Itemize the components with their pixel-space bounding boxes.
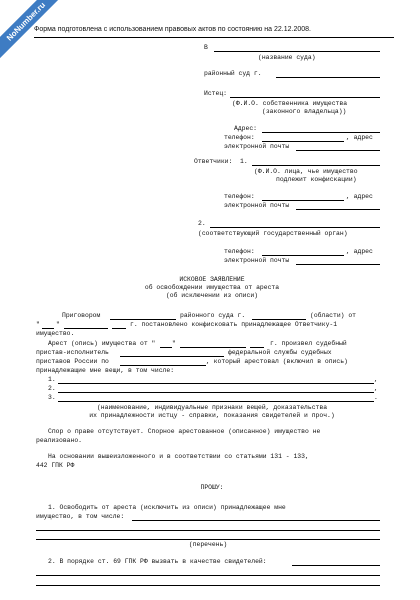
plaintiff-name-line[interactable] [230, 97, 380, 98]
p4-line-1: На основании вышеизложенного и в соответствии со статьями 131 - 133, [48, 453, 309, 460]
list-item-1-comma: , [374, 376, 378, 383]
p2-month-line[interactable] [180, 347, 246, 348]
plaintiff-email-label: электронной почты [224, 143, 290, 150]
p1-day-line[interactable] [42, 328, 54, 329]
request-1-line-1: 1. Освободить от ареста (исключить из описи) принадлежащее мне [48, 504, 286, 511]
defendant-2-email-label: электронной почты [224, 257, 290, 264]
defendant-2-address2-label: , адрес [346, 248, 373, 255]
defendant-1-number: 1. [240, 158, 248, 165]
court-to-label: В [204, 44, 208, 51]
notice-text: Форма подготовлена с использованием правовых актов по состоянию на 22.12.2008. [34, 26, 311, 33]
defendant-1-name-line[interactable] [252, 165, 380, 166]
p1-quote-open: " [36, 321, 40, 328]
plaintiff-address-line[interactable] [262, 132, 380, 133]
notice-bar [34, 26, 394, 38]
plaintiff-address-label: Адрес: [234, 125, 258, 132]
request-2-line-b[interactable] [36, 585, 380, 586]
defendant-1-email-label: электронной почты [224, 202, 290, 209]
p2-day-line[interactable] [160, 347, 172, 348]
p1-text-a: Приговором [62, 312, 101, 319]
plaintiff-email-line[interactable] [296, 150, 380, 151]
request-1-line-b[interactable] [36, 539, 380, 540]
p2-text-a: Арест (опись) имущества от " [48, 340, 156, 347]
p1-year-line[interactable] [112, 328, 126, 329]
defendant-2-phone-label: телефон: [224, 248, 255, 255]
court-name-line[interactable] [214, 51, 380, 52]
defendant-2-email-line[interactable] [296, 264, 380, 265]
p1-month-line[interactable] [64, 328, 108, 329]
court-city-line[interactable] [276, 77, 380, 78]
list-item-1-number: 1. [48, 376, 56, 383]
p2-text-e: федеральной службы судебных [228, 349, 332, 356]
p1-text-g: имущество. [36, 330, 75, 337]
list-item-2-number: 2. [48, 385, 56, 392]
plaintiff-phone-label: телефон: [224, 134, 255, 141]
list-item-1-line[interactable] [58, 383, 374, 384]
p2-text-h: принадлежащие мне вещи, в том числе: [36, 367, 175, 374]
p2-text-g: , который арестовал (включил в опись) [206, 358, 348, 365]
request-1-line-a[interactable] [36, 530, 380, 531]
list-hint: (перечень) [188, 541, 228, 548]
defendants-label: Ответчики: [194, 158, 233, 165]
ask-heading: ПРОШУ: [200, 484, 224, 491]
defendant-1-phone-label: телефон: [224, 193, 255, 200]
p4-line-2: 442 ГПК РФ [36, 462, 75, 469]
items-hint-2: их принадлежности истцу - справки, показания свидетелей и проч.) [89, 412, 335, 419]
p1-quote-close: " [56, 321, 60, 328]
watermark-text: NoNumber.ru [4, 0, 48, 43]
p1-text-b: районного суда г. [180, 312, 246, 319]
defendant-1-address2-label: , адрес [346, 193, 373, 200]
defendant-1-phone-line[interactable] [262, 200, 344, 201]
p2-text-c: г. произвел судебный [270, 340, 347, 347]
plaintiff-address2-label: , адрес [346, 134, 373, 141]
title-line-3: (об исключении из описи) [165, 292, 259, 299]
list-item-2-line[interactable] [58, 392, 374, 393]
request-2-text: 2. В порядке ст. 69 ГПК РФ вызвать в качестве свидетелей: [48, 558, 267, 565]
p1-text-c: (области) от [310, 312, 357, 319]
title-line-1: ИСКОВОЕ ЗАЯВЛЕНИЕ [179, 276, 245, 283]
p3-line-2: реализовано. [36, 437, 83, 444]
title-line-2: об освобождении имущества от ареста [144, 284, 280, 291]
p2-year-line[interactable] [250, 347, 264, 348]
p1-city-line[interactable] [252, 319, 306, 320]
defendant-2-phone-line[interactable] [262, 255, 344, 256]
request-1-inline-line[interactable] [132, 520, 380, 521]
request-1-line-2: имущество, в том числе: [36, 513, 125, 520]
p2-bailiff-line[interactable] [120, 356, 224, 357]
p2-text-d: пристав-исполнитель [36, 349, 109, 356]
list-item-2-comma: , [374, 385, 378, 392]
court-district-label: районный суд г. [204, 70, 262, 77]
list-item-3-line[interactable] [58, 401, 374, 402]
court-name-hint: (название суда) [258, 54, 316, 61]
p2-text-f: приставов России по [36, 358, 109, 365]
p1-verdict-line[interactable] [110, 319, 176, 320]
plaintiff-hint-2: (законного владельца)) [262, 108, 347, 115]
plaintiff-label: Истец: [204, 90, 228, 97]
p1-text-f: г. постановлено конфисковать принадлежащее Ответчику-1 [130, 321, 338, 328]
list-item-3-number: 3. [48, 394, 56, 401]
items-hint-1: (наименование, индивидуальные признаки вещей, доказательства [96, 404, 328, 411]
defendant-2-number: 2. [198, 220, 206, 227]
p2-quote-close: " [172, 340, 176, 347]
defendant-1-email-line[interactable] [296, 209, 380, 210]
plaintiff-hint-1: (Ф.И.О. собственника имущества [232, 100, 348, 107]
plaintiff-phone-line[interactable] [262, 141, 344, 142]
defendant-1-hint-2: подлежит конфискации) [276, 176, 357, 183]
defendant-2-hint: (соответствующий государственный орган) [198, 230, 348, 237]
list-item-3-period: . [374, 394, 378, 401]
p3-line-1: Спор о праве отсутствует. Спорное арестованное (описанное) имущество не [48, 428, 321, 435]
defendant-1-hint-1: (Ф.И.О. лица, чье имущество [254, 168, 358, 175]
defendant-2-name-line[interactable] [210, 227, 380, 228]
p2-region-line[interactable] [120, 365, 206, 366]
request-2-line-a[interactable] [36, 575, 380, 576]
request-2-inline-line[interactable] [292, 565, 380, 566]
